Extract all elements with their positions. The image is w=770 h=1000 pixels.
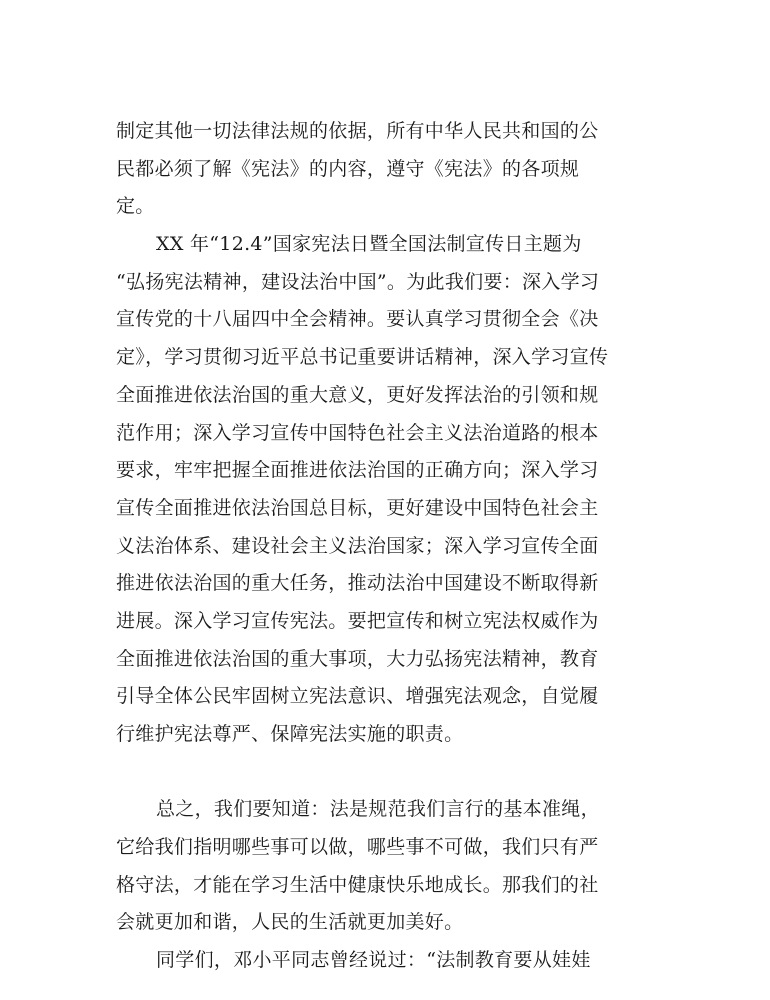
- paragraph-3: [116, 791, 656, 942]
- text-line: 总之，我们要知道：法是规范我们言行的基本准绳，: [156, 798, 600, 821]
- text-line: 推进依法治国的重大任务，推动法治中国建设不断取得新: [116, 572, 599, 595]
- text-line: 引导全体公民牢固树立宪法意识、增强宪法观念，自觉履: [116, 685, 599, 708]
- body-text: [116, 113, 656, 980]
- text-line: 行维护宪法尊严、保障宪法实施的职责。: [116, 723, 464, 745]
- text-line: 定。: [116, 195, 155, 218]
- text-line: 会就更加和谐，人民的生活就更加美好。: [116, 911, 464, 934]
- text-line: 定》，学习贯彻习近平总书记重要讲话精神，深入学习宣传: [116, 346, 609, 369]
- text-line: 全面推进依法治国的重大意义，更好发挥法治的引领和规: [116, 383, 599, 406]
- paragraph-4: [116, 942, 656, 980]
- text-line: 范作用；深入学习宣传中国特色社会主义法治道路的根本: [116, 421, 599, 444]
- text-line: 宣传党的十八届四中全会精神。要认真学习贯彻全会《决: [116, 308, 599, 331]
- text-line: 民都必须了解《宪法》的内容，遵守《宪法》的各项规: [116, 157, 580, 180]
- text-line: 要求，牢牢把握全面推进依法治国的正确方向；深入学习: [116, 459, 599, 482]
- text-line: 格守法，才能在学习生活中健康快乐地成长。那我们的社: [116, 873, 599, 896]
- text-line: 全面推进依法治国的重大事项，大力弘扬宪法精神，教育: [116, 647, 599, 670]
- text-line: “弘扬宪法精神，建设法治中国”。为此我们要：深入学习: [116, 270, 600, 293]
- text-line: XX 年“12.4”国家宪法日暨全国法制宣传日主题为: [156, 233, 582, 256]
- paragraph-2: [116, 226, 656, 791]
- text-line: [116, 754, 656, 792]
- text-line: 同学们，邓小平同志曾经说过：“法制教育要从娃娃: [156, 949, 591, 972]
- paragraph-1: [116, 113, 656, 226]
- text-line: 它给我们指明哪些事可以做，哪些事不可做，我们只有严: [116, 836, 599, 859]
- text-line: 进展。深入学习宣传宪法。要把宣传和树立宪法权威作为: [116, 609, 599, 632]
- text-line: 宣传全面推进依法治国总目标，更好建设中国特色社会主: [116, 496, 599, 519]
- text-line: 义法治体系、建设社会主义法治国家；深入学习宣传全面: [116, 534, 599, 557]
- text-line: 制定其他一切法律法规的依据，所有中华人民共和国的公: [116, 120, 599, 142]
